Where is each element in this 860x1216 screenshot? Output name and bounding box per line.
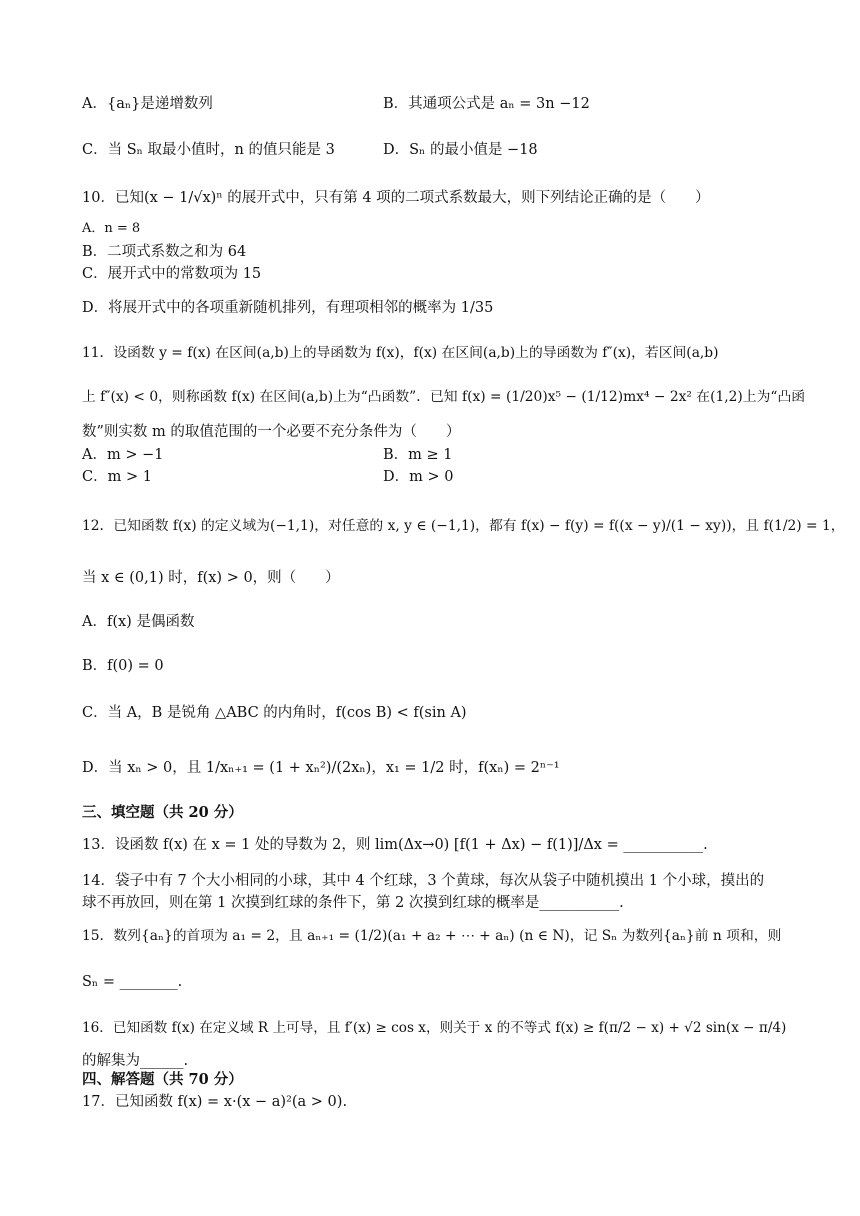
q15-line-2: Sₙ = ________.	[82, 974, 183, 990]
section-3-heading: 三、填空题（共 20 分）	[82, 804, 243, 821]
q11-line-3: 数”则实数 m 的取值范围的一个必要不充分条件为（ ）	[82, 424, 461, 440]
q11-option-b: B．m ≥ 1	[383, 447, 453, 463]
q9-option-d: D．Sₙ 的最小值是 −18	[383, 142, 538, 158]
q12-line-1: 12．已知函数 f(x) 的定义域为(−1,1)，对任意的 x, y ∈ (−1,1)，都有 f(x) − f(y) = f((x − y)/(1 − xy))，且 f(1/2) = 1，	[82, 518, 845, 534]
section-4-heading: 四、解答题（共 70 分）	[82, 1071, 243, 1088]
q9-option-a: A．{aₙ}是递增数列	[82, 96, 213, 112]
q11-option-d: D．m > 0	[383, 469, 454, 485]
q14-line-2: 球不再放回，则在第 1 次摸到红球的条件下，第 2 次摸到红球的概率是___________.	[82, 895, 624, 911]
q9-option-c: C．当 Sₙ 取最小值时，n 的值只能是 3	[82, 142, 335, 158]
q16-line-2: 的解集为______.	[82, 1053, 189, 1069]
q14-line-1: 14．袋子中有 7 个大小相同的小球，其中 4 个红球，3 个黄球，每次从袋子中随机摸出 1 个小球，摸出的	[82, 873, 765, 889]
q16-line-1: 16．已知函数 f(x) 在定义域 R 上可导，且 f′(x) ≥ cos x，则关于 x 的不等式 f(x) ≥ f(π/2 − x) + √2 sin(x − π/4)	[82, 1020, 787, 1036]
q10-option-a: A．n = 8	[82, 221, 141, 236]
q11-option-a: A．m > −1	[82, 447, 164, 463]
q17: 17．已知函数 f(x) = x·(x − a)²(a > 0).	[82, 1094, 348, 1110]
q13: 13．设函数 f(x) 在 x = 1 处的导数为 2，则 lim(Δx→0) [f(1 + Δx) − f(1)]/Δx = ___________.	[82, 837, 708, 853]
q11-line-2: 上 f″(x) < 0，则称函数 f(x) 在区间(a,b)上为“凸函数”．已知 f(x) = (1/20)x⁵ − (1/12)mx⁴ − 2x² 在(1,2)上为“凸函	[82, 389, 806, 405]
q12-option-b: B．f(0) = 0	[82, 658, 164, 674]
q11-line-1: 11．设函数 y = f(x) 在区间(a,b)上的导函数为 f(x)，f(x) 在区间(a,b)上的导函数为 f″(x)，若区间(a,b)	[82, 345, 719, 361]
q10-option-b: B．二项式系数之和为 64	[82, 244, 247, 260]
q12-line-2: 当 x ∈ (0,1) 时，f(x) > 0，则（ ）	[82, 570, 340, 586]
q10-option-d: D．将展开式中的各项重新随机排列，有理项相邻的概率为 1/35	[82, 300, 494, 316]
q10-option-c: C．展开式中的常数项为 15	[82, 266, 262, 282]
q12-option-c: C．当 A，B 是锐角 △ABC 的内角时，f(cos B) < f(sin A)	[82, 705, 467, 721]
q12-option-d: D．当 xₙ > 0，且 1/xₙ₊₁ = (1 + xₙ²)/(2xₙ)，x₁ = 1/2 时，f(xₙ) = 2ⁿ⁻¹	[82, 760, 560, 776]
q10-stem: 10．已知(x − 1/√x)ⁿ 的展开式中，只有第 4 项的二项式系数最大，则下列结论正确的是（ ）	[82, 190, 710, 206]
q12-option-a: A．f(x) 是偶函数	[82, 614, 195, 630]
q9-option-b: B．其通项公式是 aₙ = 3n −12	[383, 96, 590, 112]
q11-option-c: C．m > 1	[82, 469, 152, 485]
q15-line-1: 15．数列{aₙ}的首项为 a₁ = 2，且 aₙ₊₁ = (1/2)(a₁ + a₂ + ⋯ + aₙ) (n ∈ N)，记 Sₙ 为数列{aₙ}前 n 项和，则	[82, 928, 782, 944]
